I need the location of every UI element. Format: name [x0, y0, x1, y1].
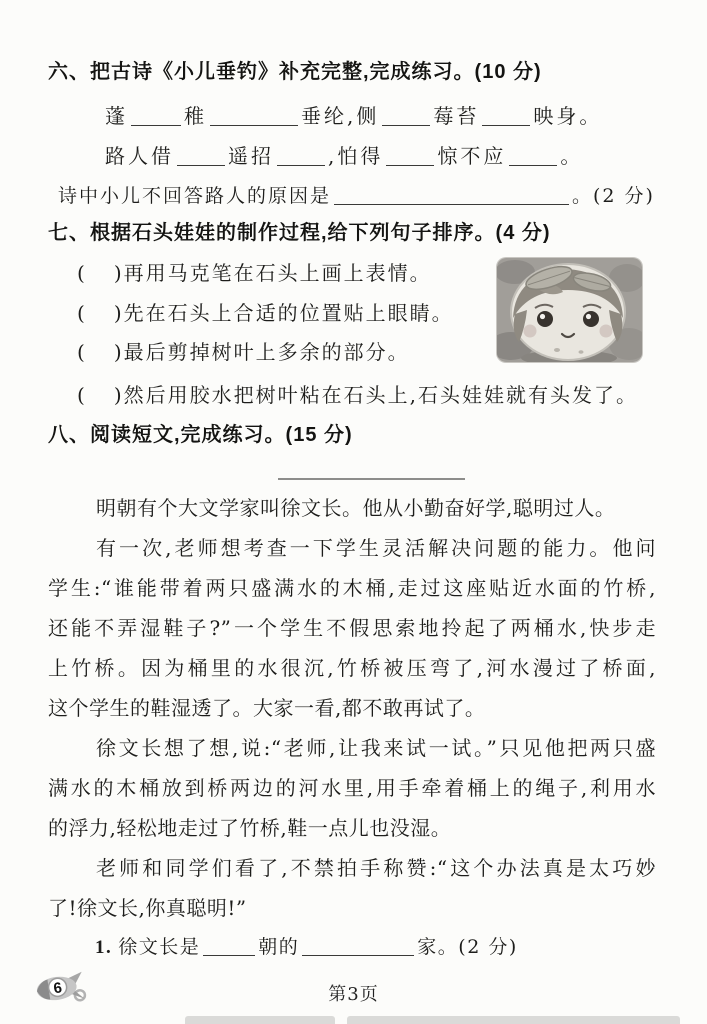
fill-blank: [382, 105, 430, 126]
sequence-item: [77, 336, 410, 365]
passage-line: 学生:“谁能带着两只盛满水的木桶,走过这座贴近水面的竹桥,: [48, 576, 656, 600]
fill-blank: [203, 936, 255, 956]
page-number-label: 第3页: [328, 984, 379, 1005]
bracket-open: (: [77, 261, 87, 285]
sequence-item: [77, 379, 638, 408]
sequence-item: [77, 297, 454, 326]
passage-line: 这个学生的鞋湿透了。大家一看,都不敢再试了。: [48, 696, 486, 720]
bracket-open: (: [77, 383, 87, 407]
sequence-item-text: 再用马克笔在石头上画上表情。: [123, 261, 432, 285]
question-text: 家。(2 分): [417, 936, 518, 958]
passage-line: 还能不弄湿鞋子?”一个学生不假思索地拎起了两桶水,快步走: [48, 616, 656, 640]
fill-blank: [302, 936, 414, 956]
poem-text: 垂纶,侧: [301, 104, 380, 128]
sequence-item-text: 最后剪掉树叶上多余的部分。: [123, 340, 410, 364]
question-text: 徐文长是: [118, 936, 201, 958]
poem-text: 莓苔: [433, 104, 480, 128]
bracket-open: (: [77, 301, 87, 325]
poem-line-1: [105, 100, 602, 129]
section-seven-heading: 七、根据石头娃娃的制作过程,给下列句子排序。(4 分): [48, 222, 551, 244]
question-text: 诗中小儿不回答路人的原因是: [58, 185, 332, 207]
bracket-open: (: [77, 340, 87, 364]
bracket-close: ): [113, 383, 124, 407]
sequence-item-text: 然后用胶水把树叶粘在石头上,石头娃娃就有头发了。: [123, 383, 638, 407]
fill-blank: [177, 145, 225, 166]
poem-text: 路人借: [105, 144, 174, 168]
passage-line: 了!徐文长,你真聪明!”: [48, 896, 247, 920]
passage-line: 明朝有个大文学家叫徐文长。他从小勤奋好学,聪明过人。: [96, 496, 616, 520]
passage-line: 有一次,老师想考查一下学生灵活解决问题的能力。他问: [96, 536, 656, 560]
fill-blank: [482, 105, 530, 126]
fill-blank: [131, 105, 181, 126]
passage-line: 徐文长想了想,说:“老师,让我来试一试。”只见他把两只盛: [96, 736, 656, 760]
sequence-item-text: 先在石头上合适的位置贴上眼睛。: [123, 301, 454, 325]
poem-text: 遥招: [228, 144, 274, 168]
question-text: 朝的: [258, 936, 300, 958]
passage-title-blank: [278, 478, 465, 480]
poem-text: 。: [560, 144, 584, 168]
passage-line: 的浮力,轻松地走过了竹桥,鞋一点儿也没湿。: [48, 816, 452, 840]
question-number: 1.: [95, 937, 113, 958]
bracket-close: ): [113, 301, 124, 325]
fill-blank: [277, 145, 325, 166]
stone-doll-illustration: [497, 258, 642, 362]
question-score: 。(2 分): [572, 185, 655, 207]
poem-text: 稚: [184, 104, 207, 128]
poem-text: 惊不应: [437, 144, 507, 168]
poem-text: 映身。: [533, 104, 603, 128]
passage-line: 老师和同学们看了,不禁拍手称赞:“这个办法真是太巧妙: [96, 856, 656, 880]
poem-question: [58, 181, 655, 208]
reading-passage: [48, 488, 656, 928]
fill-blank: [509, 145, 557, 166]
passage-line: 满水的木桶放到桥两边的河水里,用手牵着桶上的绳子,利用水: [48, 776, 656, 800]
bracket-close: ): [113, 261, 124, 285]
poem-text: ,怕得: [328, 144, 384, 168]
fill-blank: [210, 105, 298, 126]
section-six-heading: 六、把古诗《小儿垂钓》补充完整,完成练习。(10 分): [48, 61, 542, 83]
fill-blank: [334, 185, 569, 205]
poem-text: 蓬: [105, 104, 128, 128]
poem-line-2: [105, 140, 583, 169]
passage-line: 上竹桥。因为桶里的水很沉,竹桥被压弯了,河水漫过了桥面,: [48, 656, 656, 680]
bracket-close: ): [113, 340, 124, 364]
next-page-edge: [347, 1016, 680, 1024]
section-eight-heading: 八、阅读短文,完成练习。(15 分): [48, 424, 353, 446]
fill-blank: [386, 145, 434, 166]
stone-doll-photo: [497, 258, 642, 362]
passage-question-1: [95, 932, 518, 963]
next-page-edge: [185, 1016, 335, 1024]
sequence-item: [77, 257, 432, 286]
page-badge-number: 6: [52, 979, 64, 998]
